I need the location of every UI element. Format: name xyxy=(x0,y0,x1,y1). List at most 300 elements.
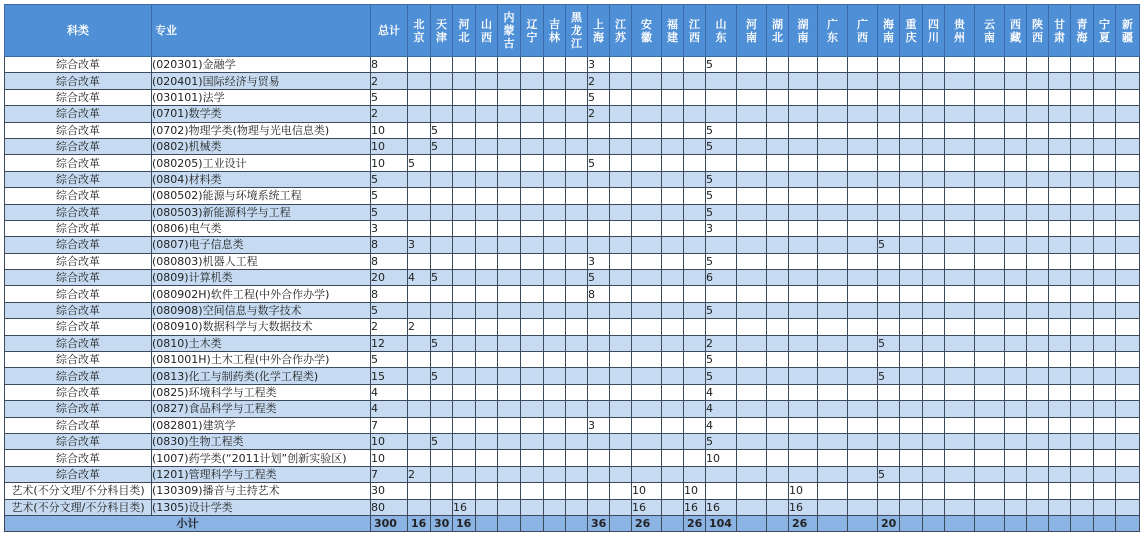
quota-cell xyxy=(521,368,544,384)
category-cell: 综合改革 xyxy=(5,171,152,187)
quota-cell xyxy=(945,122,975,138)
quota-cell xyxy=(789,319,818,335)
quota-cell xyxy=(737,368,767,384)
quota-cell xyxy=(498,73,521,89)
header-province xyxy=(900,5,923,57)
quota-cell xyxy=(566,73,588,89)
quota-cell xyxy=(662,433,684,449)
quota-cell xyxy=(566,237,588,253)
quota-cell xyxy=(521,401,544,417)
quota-cell xyxy=(1005,73,1027,89)
quota-cell xyxy=(566,270,588,286)
quota-cell xyxy=(1116,270,1140,286)
quota-cell xyxy=(878,57,900,73)
quota-cell xyxy=(900,433,923,449)
quota-cell xyxy=(848,335,878,351)
header-province-label: 宁夏 xyxy=(1099,17,1110,44)
quota-cell xyxy=(476,499,498,515)
quota-cell: 3 xyxy=(588,417,610,433)
quota-cell xyxy=(521,319,544,335)
quota-cell xyxy=(818,220,848,236)
quota-cell xyxy=(408,286,431,302)
quota-cell xyxy=(544,188,566,204)
quota-cell xyxy=(521,220,544,236)
quota-cell xyxy=(453,204,476,220)
quota-cell xyxy=(737,155,767,171)
quota-cell xyxy=(566,368,588,384)
quota-cell xyxy=(1116,220,1140,236)
header-province-label: 陕西 xyxy=(1032,17,1043,44)
header-province-label: 北京 xyxy=(413,17,425,44)
quota-cell xyxy=(975,450,1005,466)
quota-cell xyxy=(544,57,566,73)
quota-cell xyxy=(1071,286,1094,302)
quota-cell xyxy=(566,319,588,335)
quota-cell: 8 xyxy=(588,286,610,302)
quota-cell xyxy=(945,417,975,433)
quota-cell xyxy=(1094,237,1116,253)
quota-cell xyxy=(521,433,544,449)
quota-cell xyxy=(818,483,848,499)
quota-cell xyxy=(476,138,498,154)
quota-cell xyxy=(498,270,521,286)
quota-cell xyxy=(431,220,453,236)
quota-cell xyxy=(1005,122,1027,138)
quota-cell xyxy=(498,335,521,351)
quota-cell xyxy=(1049,302,1071,318)
subtotal-row xyxy=(5,515,1140,531)
quota-cell xyxy=(1049,450,1071,466)
quota-cell xyxy=(588,188,610,204)
quota-cell xyxy=(1071,171,1094,187)
quota-cell xyxy=(900,335,923,351)
quota-cell xyxy=(789,253,818,269)
quota-cell xyxy=(632,220,662,236)
quota-cell xyxy=(1094,466,1116,482)
total-cell: 5 xyxy=(371,89,408,105)
quota-cell xyxy=(1005,253,1027,269)
quota-cell xyxy=(848,286,878,302)
quota-cell xyxy=(498,204,521,220)
quota-cell xyxy=(662,352,684,368)
quota-cell xyxy=(923,253,945,269)
table-row xyxy=(5,57,1140,73)
quota-cell xyxy=(684,433,706,449)
quota-cell xyxy=(848,433,878,449)
quota-cell xyxy=(632,122,662,138)
quota-cell xyxy=(848,384,878,400)
quota-cell xyxy=(453,57,476,73)
quota-cell xyxy=(544,270,566,286)
quota-cell: 5 xyxy=(878,237,900,253)
major-cell: (0802)机械类 xyxy=(152,138,371,154)
quota-cell xyxy=(610,466,632,482)
quota-cell xyxy=(1116,106,1140,122)
major-cell: (0827)食品科学与工程类 xyxy=(152,401,371,417)
quota-cell xyxy=(900,155,923,171)
quota-cell xyxy=(453,352,476,368)
quota-cell xyxy=(566,384,588,400)
quota-cell xyxy=(476,302,498,318)
header-province-label: 海南 xyxy=(883,17,894,44)
quota-cell xyxy=(431,384,453,400)
quota-cell xyxy=(737,171,767,187)
quota-cell xyxy=(767,450,789,466)
quota-cell xyxy=(1094,253,1116,269)
quota-cell xyxy=(789,138,818,154)
quota-cell: 3 xyxy=(408,237,431,253)
quota-cell xyxy=(684,253,706,269)
quota-cell: 2 xyxy=(588,106,610,122)
quota-cell xyxy=(945,220,975,236)
quota-cell xyxy=(566,220,588,236)
total-cell: 10 xyxy=(371,122,408,138)
quota-cell xyxy=(566,171,588,187)
quota-cell xyxy=(767,499,789,515)
quota-cell xyxy=(1116,122,1140,138)
header-province xyxy=(431,5,453,57)
quota-cell xyxy=(737,286,767,302)
header-province xyxy=(923,5,945,57)
quota-cell xyxy=(453,433,476,449)
quota-cell xyxy=(1094,57,1116,73)
quota-cell xyxy=(818,433,848,449)
quota-cell xyxy=(453,73,476,89)
quota-cell xyxy=(1071,138,1094,154)
quota-cell xyxy=(1027,171,1049,187)
quota-cell xyxy=(818,368,848,384)
quota-cell xyxy=(923,270,945,286)
quota-cell xyxy=(453,138,476,154)
category-cell: 综合改革 xyxy=(5,302,152,318)
quota-cell xyxy=(1116,417,1140,433)
quota-cell xyxy=(431,466,453,482)
quota-cell xyxy=(610,417,632,433)
quota-cell xyxy=(498,106,521,122)
quota-cell xyxy=(632,204,662,220)
quota-cell xyxy=(848,138,878,154)
quota-cell xyxy=(684,302,706,318)
quota-cell xyxy=(789,302,818,318)
category-cell: 综合改革 xyxy=(5,204,152,220)
quota-cell xyxy=(767,319,789,335)
quota-cell: 5 xyxy=(706,57,737,73)
quota-cell xyxy=(923,466,945,482)
quota-cell xyxy=(610,204,632,220)
quota-cell xyxy=(923,106,945,122)
table-row xyxy=(5,188,1140,204)
category-cell: 综合改革 xyxy=(5,57,152,73)
quota-cell xyxy=(1071,401,1094,417)
category-cell: 综合改革 xyxy=(5,417,152,433)
quota-cell xyxy=(431,155,453,171)
quota-cell xyxy=(1027,73,1049,89)
quota-cell xyxy=(408,352,431,368)
quota-cell xyxy=(975,270,1005,286)
table-row xyxy=(5,450,1140,466)
quota-cell xyxy=(945,499,975,515)
total-cell: 20 xyxy=(371,270,408,286)
subtotal-cell xyxy=(923,515,945,531)
quota-cell xyxy=(1116,433,1140,449)
quota-cell xyxy=(789,286,818,302)
quota-cell xyxy=(1094,270,1116,286)
quota-cell xyxy=(521,122,544,138)
quota-cell xyxy=(498,302,521,318)
quota-cell xyxy=(521,286,544,302)
quota-cell xyxy=(632,155,662,171)
quota-cell xyxy=(818,286,848,302)
quota-cell xyxy=(1005,450,1027,466)
major-cell: (020301)金融学 xyxy=(152,57,371,73)
header-province xyxy=(1049,5,1071,57)
quota-cell xyxy=(662,302,684,318)
quota-cell xyxy=(1027,89,1049,105)
major-cell: (080902H)软件工程(中外合作办学) xyxy=(152,286,371,302)
quota-cell xyxy=(684,237,706,253)
quota-cell: 5 xyxy=(431,122,453,138)
quota-cell xyxy=(737,319,767,335)
major-cell: (0813)化工与制药类(化学工程类) xyxy=(152,368,371,384)
quota-cell xyxy=(476,466,498,482)
category-cell: 综合改革 xyxy=(5,237,152,253)
quota-cell xyxy=(632,466,662,482)
total-cell: 12 xyxy=(371,335,408,351)
quota-cell xyxy=(818,352,848,368)
quota-cell xyxy=(610,270,632,286)
quota-cell xyxy=(737,335,767,351)
category-cell: 综合改革 xyxy=(5,319,152,335)
subtotal-cell xyxy=(1116,515,1140,531)
quota-cell xyxy=(767,155,789,171)
major-cell: (080503)新能源科学与工程 xyxy=(152,204,371,220)
header-province-label: 河南 xyxy=(746,17,757,44)
major-cell: (0830)生物工程类 xyxy=(152,433,371,449)
quota-cell xyxy=(498,319,521,335)
quota-cell xyxy=(767,401,789,417)
header-province xyxy=(632,5,662,57)
quota-cell xyxy=(498,450,521,466)
quota-cell xyxy=(544,483,566,499)
category-cell: 综合改革 xyxy=(5,352,152,368)
quota-cell xyxy=(610,237,632,253)
quota-cell xyxy=(923,384,945,400)
quota-cell xyxy=(408,73,431,89)
quota-cell xyxy=(566,433,588,449)
quota-cell: 6 xyxy=(706,270,737,286)
quota-cell xyxy=(818,253,848,269)
quota-cell xyxy=(1005,417,1027,433)
quota-cell xyxy=(476,155,498,171)
quota-cell xyxy=(408,417,431,433)
quota-cell xyxy=(408,204,431,220)
quota-cell: 5 xyxy=(431,270,453,286)
quota-cell xyxy=(878,220,900,236)
quota-cell xyxy=(632,89,662,105)
quota-cell xyxy=(737,220,767,236)
quota-cell: 4 xyxy=(706,401,737,417)
quota-cell xyxy=(408,138,431,154)
category-cell: 综合改革 xyxy=(5,138,152,154)
quota-cell xyxy=(1027,237,1049,253)
quota-cell xyxy=(975,401,1005,417)
quota-cell xyxy=(878,73,900,89)
quota-cell xyxy=(431,253,453,269)
major-cell: (130309)播音与主持艺术 xyxy=(152,483,371,499)
header-province xyxy=(1116,5,1140,57)
quota-cell xyxy=(566,122,588,138)
quota-cell xyxy=(1027,57,1049,73)
quota-cell xyxy=(1071,384,1094,400)
quota-cell xyxy=(818,302,848,318)
quota-cell xyxy=(1116,57,1140,73)
quota-cell xyxy=(684,319,706,335)
quota-cell xyxy=(544,237,566,253)
quota-cell: 5 xyxy=(706,352,737,368)
quota-cell xyxy=(408,188,431,204)
quota-cell xyxy=(1005,89,1027,105)
category-cell: 综合改革 xyxy=(5,335,152,351)
quota-cell xyxy=(1027,122,1049,138)
quota-cell xyxy=(878,450,900,466)
subtotal-cell xyxy=(521,515,544,531)
quota-cell xyxy=(566,188,588,204)
quota-cell xyxy=(737,57,767,73)
quota-cell xyxy=(1049,417,1071,433)
quota-cell xyxy=(945,155,975,171)
total-cell: 10 xyxy=(371,433,408,449)
subtotal-cell xyxy=(1071,515,1094,531)
quota-cell xyxy=(453,106,476,122)
quota-cell xyxy=(566,106,588,122)
quota-cell: 16 xyxy=(789,499,818,515)
total-cell: 30 xyxy=(371,483,408,499)
subtotal-cell xyxy=(1027,515,1049,531)
quota-cell xyxy=(610,220,632,236)
quota-cell xyxy=(566,401,588,417)
quota-cell xyxy=(453,220,476,236)
quota-cell xyxy=(1027,499,1049,515)
major-cell: (080205)工业设计 xyxy=(152,155,371,171)
subtotal-cell xyxy=(737,515,767,531)
quota-cell xyxy=(1049,483,1071,499)
quota-cell xyxy=(662,138,684,154)
quota-cell xyxy=(923,433,945,449)
quota-cell xyxy=(1027,401,1049,417)
quota-cell xyxy=(1049,466,1071,482)
quota-cell xyxy=(544,466,566,482)
quota-cell xyxy=(1094,384,1116,400)
quota-cell xyxy=(975,335,1005,351)
quota-cell xyxy=(1116,450,1140,466)
quota-cell xyxy=(610,352,632,368)
total-cell: 8 xyxy=(371,237,408,253)
admission-plan-table xyxy=(4,4,1140,532)
quota-cell xyxy=(662,220,684,236)
header-province xyxy=(408,5,431,57)
quota-cell xyxy=(1005,302,1027,318)
quota-cell xyxy=(737,237,767,253)
total-cell: 4 xyxy=(371,401,408,417)
quota-cell xyxy=(610,57,632,73)
quota-cell xyxy=(684,384,706,400)
quota-cell xyxy=(1094,89,1116,105)
quota-cell xyxy=(1116,401,1140,417)
quota-cell xyxy=(408,335,431,351)
quota-cell xyxy=(1049,89,1071,105)
header-province-label: 吉林 xyxy=(549,17,560,44)
quota-cell xyxy=(848,417,878,433)
quota-cell xyxy=(789,270,818,286)
quota-cell xyxy=(684,89,706,105)
quota-cell xyxy=(684,352,706,368)
quota-cell xyxy=(900,401,923,417)
quota-cell xyxy=(737,401,767,417)
quota-cell xyxy=(610,253,632,269)
quota-cell xyxy=(632,270,662,286)
major-cell: (0807)电子信息类 xyxy=(152,237,371,253)
quota-cell xyxy=(1027,270,1049,286)
quota-cell xyxy=(945,302,975,318)
quota-cell xyxy=(900,204,923,220)
quota-cell: 3 xyxy=(588,253,610,269)
quota-cell xyxy=(610,138,632,154)
quota-cell xyxy=(1071,73,1094,89)
quota-cell xyxy=(1094,73,1116,89)
quota-cell xyxy=(900,122,923,138)
quota-cell xyxy=(453,171,476,187)
category-cell: 综合改革 xyxy=(5,73,152,89)
quota-cell xyxy=(684,188,706,204)
quota-cell xyxy=(1116,155,1140,171)
total-cell: 15 xyxy=(371,368,408,384)
quota-cell xyxy=(632,106,662,122)
quota-cell xyxy=(1027,450,1049,466)
quota-cell xyxy=(1116,138,1140,154)
quota-cell xyxy=(818,499,848,515)
header-province xyxy=(706,5,737,57)
header-province-label: 江西 xyxy=(689,17,700,44)
quota-cell xyxy=(767,188,789,204)
quota-cell xyxy=(900,302,923,318)
quota-cell xyxy=(521,138,544,154)
quota-cell xyxy=(1094,155,1116,171)
quota-cell xyxy=(789,335,818,351)
quota-cell xyxy=(544,253,566,269)
quota-cell xyxy=(662,237,684,253)
table-row xyxy=(5,106,1140,122)
quota-cell xyxy=(767,417,789,433)
header-province-label: 四川 xyxy=(928,17,939,44)
table-row xyxy=(5,368,1140,384)
quota-cell xyxy=(767,57,789,73)
subtotal-cell: 26 xyxy=(684,515,706,531)
quota-cell xyxy=(975,155,1005,171)
quota-cell xyxy=(662,368,684,384)
quota-cell xyxy=(1116,286,1140,302)
quota-cell xyxy=(610,302,632,318)
table-row xyxy=(5,155,1140,171)
quota-cell xyxy=(789,171,818,187)
quota-cell xyxy=(431,319,453,335)
quota-cell xyxy=(408,89,431,105)
quota-cell xyxy=(1071,433,1094,449)
quota-cell xyxy=(878,106,900,122)
quota-cell xyxy=(684,57,706,73)
category-cell: 综合改革 xyxy=(5,253,152,269)
quota-cell xyxy=(945,450,975,466)
quota-cell xyxy=(975,368,1005,384)
